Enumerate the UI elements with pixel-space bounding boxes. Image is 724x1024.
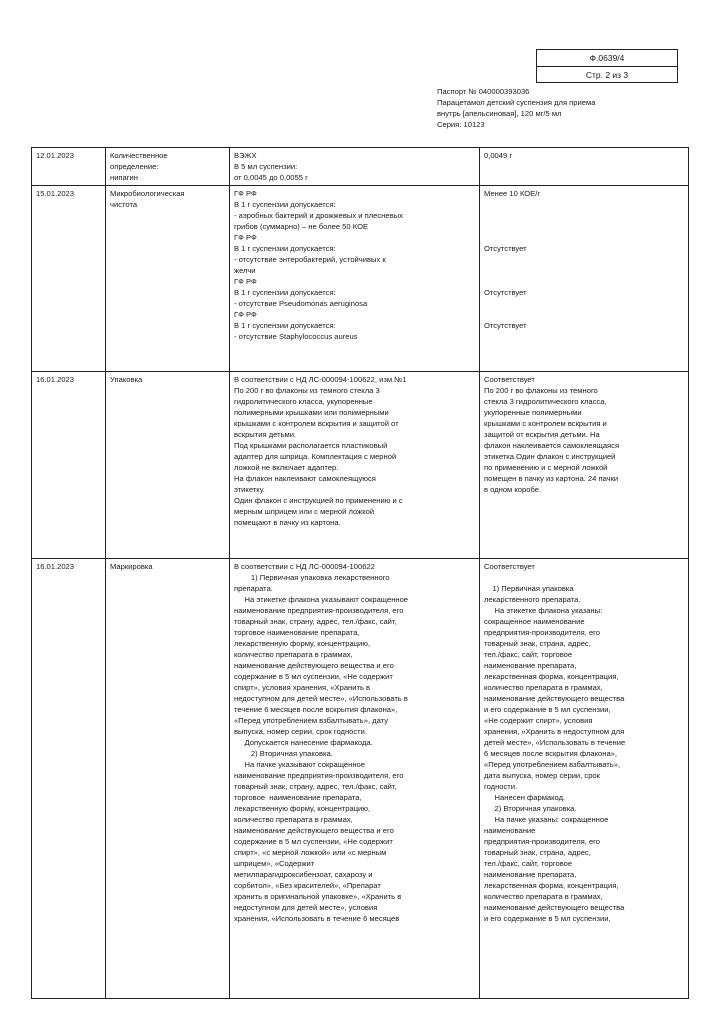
spec-line: На этикетке флакона указывают сокращенное xyxy=(234,595,409,604)
result-line xyxy=(484,265,684,276)
spec-line: хранения, «Использовать в течение 6 месяцев xyxy=(234,914,400,923)
spec-line: этикетку. xyxy=(234,485,265,494)
result-line: детей месте», «Использовать в течение xyxy=(484,738,626,747)
spec-line: В 1 г суспензии допускается: xyxy=(234,321,336,330)
result-line: наименование действующего вещества xyxy=(484,903,625,912)
result-line: 6 месяцев после вскрытия флакона», xyxy=(484,749,618,758)
spec-line: По 200 г во флаконы из темного стекла 3 xyxy=(234,386,380,395)
cell-date: 16.01.2023 xyxy=(32,559,106,999)
passport-line: Серия: 10123 xyxy=(437,120,485,129)
result-line: «Не содержит спирт», условия xyxy=(484,716,593,725)
passport-header xyxy=(437,86,687,130)
spec-line: лекарственную форму, концентрацию, xyxy=(234,639,371,648)
result-line: лекарственного препарата. xyxy=(484,595,581,604)
result-line xyxy=(484,199,684,210)
spec-line: - отсутствие Pseudomonas aeruginosa xyxy=(234,299,368,308)
spec-line: гидролитического класса, укупоренные xyxy=(234,397,373,406)
result-line: этикетка.Один флакон с инструкцией xyxy=(484,452,616,461)
result-line: лекарственная форма, концентрация, xyxy=(484,672,619,681)
spec-line: ГФ РФ xyxy=(234,277,257,286)
table-row xyxy=(32,148,689,186)
cell-spec xyxy=(230,186,480,372)
spec-line: ГФ РФ xyxy=(234,189,257,198)
spec-line: спирт», «с мерной ложкой» или «с мерным xyxy=(234,848,387,857)
result-line: 0,0049 г xyxy=(484,151,513,160)
result-line: флакон наклеивается самоклеящаяся xyxy=(484,441,620,450)
result-line: тел./факс, сайт, торговое xyxy=(484,859,573,868)
spec-line: крышками с контролем вскрытия и защитой от xyxy=(234,419,399,428)
result-line: предприятия-производителя, его xyxy=(484,837,601,846)
result-line: в одном коробе. xyxy=(484,485,542,494)
spec-line: наименование действующего вещества и его xyxy=(234,661,394,670)
result-line: крышками с контролем вскрытия и xyxy=(484,419,607,428)
cell-spec xyxy=(230,559,480,999)
cell-date: 15.01.2023 xyxy=(32,186,106,372)
spec-line: наименование предприятия-производителя, его xyxy=(234,771,404,780)
spec-line: В соответствии с НД ЛС-000094-100622, изм.№1 xyxy=(234,375,407,384)
spec-line: недоступном для детей месте», «Использовать в xyxy=(234,694,408,703)
cell-result xyxy=(480,186,689,372)
spec-line: недоступном для детей месте», условия xyxy=(234,903,378,912)
result-line: сокращенное наименование xyxy=(484,617,585,626)
cell-date: 12.01.2023 xyxy=(32,148,106,186)
result-line: 1) Первичная упаковка xyxy=(484,584,574,593)
spec-line: В 1 г суспензии допускается: xyxy=(234,200,336,209)
spec-line: содержание в 5 мл суспензии, «Не содержит xyxy=(234,672,393,681)
result-line: Менее 10 КОЕ/г xyxy=(484,189,541,198)
spec-line: вскрытия детьми. xyxy=(234,430,297,439)
test-line: Упаковка xyxy=(110,375,143,384)
spec-line: помещают в пачку из картона. xyxy=(234,518,341,527)
cell-test xyxy=(106,148,230,186)
result-line: лекарственная форма, концентрация, xyxy=(484,881,619,890)
result-line: тел./факс, сайт, торговое xyxy=(484,650,573,659)
spec-line: шприцем», «Содержит xyxy=(234,859,315,868)
result-line: Нанесен фармакод. xyxy=(484,793,566,802)
result-line: Отсутствует xyxy=(484,321,527,330)
cell-date: 16.01.2023 xyxy=(32,372,106,559)
result-line: хранения, «Хранить в недоступном для xyxy=(484,727,625,736)
spec-line: грибов (суммарно) – не более 50 КОЕ xyxy=(234,222,369,231)
spec-line: хранить в оригинальной упаковке», «Хранить в xyxy=(234,892,402,901)
result-line: На пачке указаны: сокращенное xyxy=(484,815,609,824)
result-line xyxy=(484,254,684,265)
spec-line: товарный знак, страну, адрес, тел./факс, сайт, xyxy=(234,782,397,791)
spec-line: желчи xyxy=(234,266,256,275)
spec-line: На флакон наклеивают самоклеящуюся xyxy=(234,474,376,483)
spec-line: В 5 мл суспензии: xyxy=(234,162,298,171)
spec-line: Под крышками располагается пластиковый xyxy=(234,441,388,450)
result-line: наименование действующего вещества xyxy=(484,694,625,703)
result-line xyxy=(484,232,684,243)
spec-line: метилпарагидроксибензоат, сахарозу и xyxy=(234,870,373,879)
table-row xyxy=(32,372,689,559)
spec-line: ГФ РФ xyxy=(234,233,257,242)
result-line: стекла 3 гидролитического класса, xyxy=(484,397,607,406)
cell-test xyxy=(106,559,230,999)
passport-line: внутрь [апельсиновая], 120 мг/5 мл xyxy=(437,109,562,118)
spec-line: мерным шприцем или с мерной ложкой xyxy=(234,507,375,516)
passport-line: Паспорт № 040000393036 xyxy=(437,87,530,96)
spec-line: ложкой не включает адаптер. xyxy=(234,463,339,472)
spec-line: «Перед употреблением взбалтывать», дату xyxy=(234,716,389,725)
result-line: защитой от вскрытия детьми. На xyxy=(484,430,600,439)
result-line: Отсутствует xyxy=(484,244,527,253)
spec-line: - отсутствие Staphylococcus aureus xyxy=(234,332,358,341)
spec-line: В 1 г суспензии допускается: xyxy=(234,244,336,253)
result-line: количество препарата в граммах, xyxy=(484,683,603,692)
result-line: «Перед употреблением взбалтывать», xyxy=(484,760,621,769)
spec-line: На пачке указывают сокращенное xyxy=(234,760,365,769)
page-indicator: Стр. 2 из 3 xyxy=(585,70,629,80)
test-line: нипагин xyxy=(110,173,138,182)
result-line: помещен в пачку из картона. 24 пачки xyxy=(484,474,619,483)
spec-line: количество препарата в граммах, xyxy=(234,650,353,659)
result-line: и его содержание в 5 мл суспензии, xyxy=(484,705,611,714)
result-line: по применению и с мерной ложкой xyxy=(484,463,608,472)
result-line: товарный знак, страна, адрес, xyxy=(484,639,591,648)
result-line: 2) Вторичная упаковка. xyxy=(484,804,577,813)
result-line: и его содержание в 5 мл суспензии, xyxy=(484,914,611,923)
spec-line: товарный знак, страну, адрес, тел./факс, сайт, xyxy=(234,617,397,626)
spec-line: Допускается нанесение фармакода. xyxy=(234,738,373,747)
spec-line: от 0,0045 до 0,0055 г xyxy=(234,173,308,182)
result-line xyxy=(484,572,684,583)
test-line: Количественное xyxy=(110,151,168,160)
spec-line: торговое наименование препарата, xyxy=(234,628,360,637)
result-line: наименование препарата, xyxy=(484,661,577,670)
spec-line: ГФ РФ xyxy=(234,310,257,319)
test-line: чистота xyxy=(110,200,138,209)
cell-result xyxy=(480,148,689,186)
result-line xyxy=(484,309,684,320)
result-line: Соответствует xyxy=(484,375,535,384)
spec-line: наименование предприятия-производителя, его xyxy=(234,606,404,615)
result-line: наименование препарата, xyxy=(484,870,577,879)
table-row xyxy=(32,186,689,372)
cell-spec xyxy=(230,148,480,186)
result-line: товарный знак, страна, адрес, xyxy=(484,848,591,857)
form-code: Ф.0639/4 xyxy=(537,50,677,67)
spec-line: - отсутствие энтеробактерий, устойчивых к xyxy=(234,255,386,264)
result-line: По 200 г во флаконы из темного xyxy=(484,386,598,395)
result-line: На этикетке флакона указаны: xyxy=(484,606,603,615)
spec-line: наименование действующего вещества и его xyxy=(234,826,394,835)
result-line: укупоренные полимерными xyxy=(484,408,582,417)
spec-line: содержание в 5 мл суспензии, «Не содержит xyxy=(234,837,393,846)
result-line: наименование xyxy=(484,826,536,835)
result-line: количество препарата в граммах, xyxy=(484,892,603,901)
result-line xyxy=(484,221,684,232)
spec-line: 2) Вторичная упаковка. xyxy=(234,749,333,758)
spec-line: сорбитол», «Без красителей», «Препарат xyxy=(234,881,381,890)
result-line: Соответствует xyxy=(484,562,535,571)
spec-line: выпуска, номер серии, срок годности. xyxy=(234,727,367,736)
table-row xyxy=(32,559,689,999)
form-code-box xyxy=(536,49,678,83)
result-line: Отсутствует xyxy=(484,288,527,297)
test-results-table xyxy=(31,147,689,999)
test-line: определение: xyxy=(110,162,159,171)
test-line: Маркировка xyxy=(110,562,153,571)
test-line: Микробиологическая xyxy=(110,189,185,198)
result-line xyxy=(484,210,684,221)
spec-line: В 1 г суспензии допускается: xyxy=(234,288,336,297)
result-line xyxy=(484,276,684,287)
result-line xyxy=(484,298,684,309)
cell-result xyxy=(480,372,689,559)
spec-line: - аэробных бактерий и дрожжевых и плесневых xyxy=(234,211,403,220)
spec-line: ВЭЖХ xyxy=(234,151,257,160)
spec-line: лекарственную форму, концентрацию, xyxy=(234,804,371,813)
spec-line: адаптер для шприца. Комплектация с мерной xyxy=(234,452,397,461)
cell-result xyxy=(480,559,689,999)
spec-line: спирт», условия хранения, «Хранить в xyxy=(234,683,371,692)
spec-line: количество препарата в граммах, xyxy=(234,815,353,824)
result-line: дата выпуска, номер серии, срок xyxy=(484,771,600,780)
cell-test xyxy=(106,372,230,559)
spec-line: течение 6 месяцев после вскрытия флакона», xyxy=(234,705,398,714)
spec-line: торговое наименование препарата, xyxy=(234,793,362,802)
spec-line: полимерными крышками или полимерными xyxy=(234,408,389,417)
cell-spec xyxy=(230,372,480,559)
spec-line: Один флакон с инструкцией по применению и с xyxy=(234,496,403,505)
spec-line: препарата. xyxy=(234,584,273,593)
spec-line: В соответствии с НД ЛС-000094-100622 xyxy=(234,562,375,571)
cell-test xyxy=(106,186,230,372)
result-line: предприятия-производителя, его xyxy=(484,628,601,637)
spec-line: 1) Первичная упаковка лекарственного xyxy=(234,573,390,582)
result-line: годности. xyxy=(484,782,518,791)
passport-line: Парацетамол детский суспензия для приема xyxy=(437,98,596,107)
